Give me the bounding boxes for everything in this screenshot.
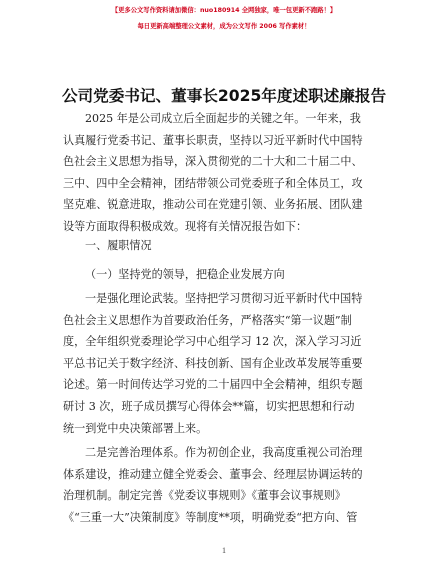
text-line: 色社会主义思想为指导，深入贯彻党的二十大和二十届二中、 <box>63 155 363 169</box>
paragraph-theory <box>63 288 385 439</box>
page-number: 1 <box>222 546 226 555</box>
text-line: 论述。第一时间传达学习党的二十届四中全会精神，组织专题 <box>63 378 363 392</box>
text-line: 色社会主义思想作为首要政治任务，严格落实“第一议题”制 <box>63 313 352 327</box>
text-line: 2025 年是公司成立后全面起步的关键之年。一年来，我 <box>85 112 361 125</box>
promo-banner-line-1: 【更多公文写作资料请加微信：nuo180914 全网独家，唯一包更新不跑路！】 <box>111 7 337 14</box>
text-line: 研讨 3 次，班子成员撰写心得体会**篇，切实把思想和行动 <box>63 399 355 413</box>
intro-paragraph <box>63 108 385 238</box>
text-line: 二是完善治理体系。作为初创企业，我高度重视公司治理 <box>85 446 363 459</box>
text-line: 坚克难、锐意进取，推动公司在党建引领、业务拓展、团队建 <box>63 198 363 212</box>
text-line: 平总书记关于数字经济、科技创新、国有企业改革发展等重要 <box>63 356 363 370</box>
text-line: 治理机制。制定完善《党委议事规则》《董事会议事规则》 <box>63 489 346 503</box>
section-heading-1: 一、履职情况 <box>85 239 152 252</box>
text-line: 设等方面取得积极成效。现将有关情况报告如下： <box>63 219 308 233</box>
text-line: 《“三重一大”决策制度》等制度**项，明确党委“把方向、管 <box>63 510 358 524</box>
document-title: 公司党委书记、董事长2025年度述职述廉报告 <box>61 87 387 105</box>
text-line: 认真履行党委书记、董事长职责，坚持以习近平新时代中国特 <box>63 133 363 147</box>
text-line: 度，全年组织党委理论学习中心组学习 12 次，深入学习习近 <box>63 335 362 349</box>
text-line: 三中、四中全会精神，团结带领公司党委班子和全体员工，攻 <box>63 176 363 190</box>
subsection-heading-1: （一）坚持党的领导，把稳企业发展方向 <box>85 268 285 281</box>
text-line: 体系建设，推动建立健全党委会、董事会、经理层协调运转的 <box>63 467 363 481</box>
text-line: 统一到党中央决策部署上来。 <box>63 421 208 435</box>
promo-banner-line-2: 每日更新高端整理公文素材，成为公文写作 2006 写作素材！ <box>137 23 311 30</box>
text-line: 一是强化理论武装。坚持把学习贯彻习近平新时代中国特 <box>85 292 363 305</box>
paragraph-governance <box>63 442 385 528</box>
